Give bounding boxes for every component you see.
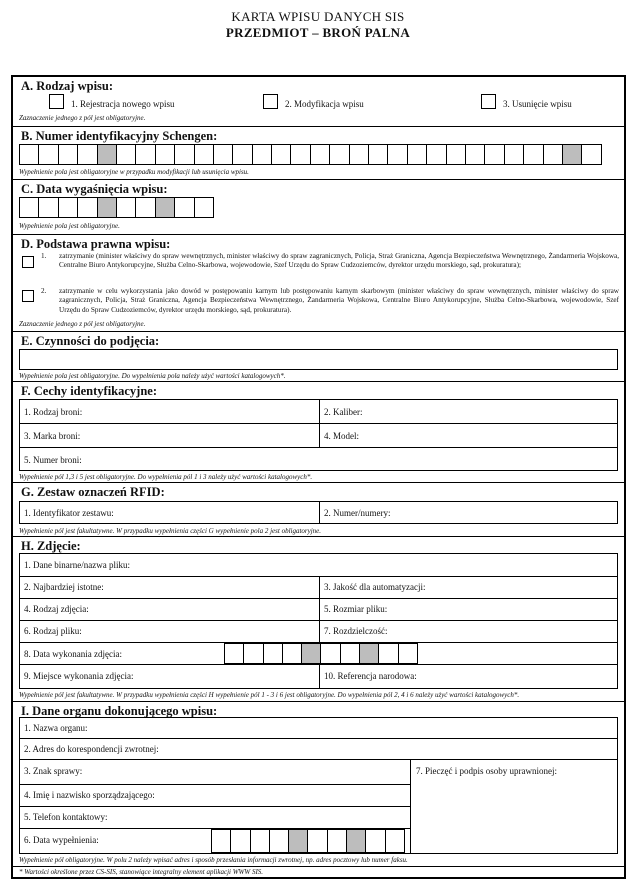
fill-date-cell[interactable]	[270, 829, 289, 853]
rfid-numbers-field[interactable]: 2. Numer/numery:	[324, 508, 391, 518]
expiry-date-cell[interactable]	[175, 197, 194, 218]
weapon-brand-field[interactable]: 3. Marka broni:	[24, 431, 81, 441]
section-d	[13, 235, 624, 332]
schengen-id-separator-cell	[563, 144, 582, 165]
return-address-field[interactable]: 2. Adres do korespondencji zwrotnej:	[24, 744, 159, 754]
footnote: * Wartości określone przez CS-SIS, stanowiące integralny element aplikacji WWW SIS.	[19, 868, 264, 876]
expiry-date-cell[interactable]	[78, 197, 97, 218]
section-e	[13, 332, 624, 382]
checkbox-legal-basis-1[interactable]	[22, 256, 34, 268]
section-f	[13, 382, 624, 483]
authority-name-field[interactable]: 1. Nazwa organu:	[24, 723, 88, 733]
schengen-id-cell[interactable]	[20, 144, 39, 165]
checkbox-legal-basis-2[interactable]	[22, 290, 34, 302]
file-type-field[interactable]: 6. Rodzaj pliku:	[24, 626, 82, 636]
label-modify-entry: 2. Modyfikacja wpisu	[285, 99, 364, 109]
legal-basis-2-text: zatrzymanie w celu wykorzystania jako dowód w postępowaniu karnym lub postępowaniu karnym skarbowym (minister właściwy do spraw wewnętrznych, minister właściwy do spraw zagranicznych, Policja, Straż Graniczna, Agencja Bezpieczeństwa Wewnętrznego, Żandarmeria Wojskowa, Centralne Biuro Antykorupcyjne, Służba Celno-Skarbowa, wojewodowie, Szef Urzędu do Spraw Cudzoziemców, dyrektor urzędu morskiego, sąd, prokuratura).	[59, 287, 619, 314]
preparer-name-field[interactable]: 4. Imię i nazwisko sporządzającego:	[24, 790, 155, 800]
schengen-id-cell[interactable]	[136, 144, 155, 165]
photo-date-cell[interactable]	[341, 643, 360, 664]
form-subtitle: PRZEDMIOT – BROŃ PALNA	[225, 25, 411, 40]
expiry-date-cell[interactable]	[117, 197, 136, 218]
expiry-date-cells[interactable]	[19, 197, 214, 218]
expiry-date-cell[interactable]	[39, 197, 58, 218]
schengen-id-cell[interactable]	[39, 144, 58, 165]
schengen-id-cell[interactable]	[582, 144, 601, 165]
fill-date-label: 6. Data wypełnienia:	[24, 835, 99, 845]
schengen-id-cell[interactable]	[214, 144, 233, 165]
schengen-id-cell[interactable]	[524, 144, 543, 165]
section-e-title: E. Czynności do podjęcia:	[21, 334, 160, 348]
schengen-id-cell[interactable]	[253, 144, 272, 165]
schengen-id-cell[interactable]	[330, 144, 349, 165]
section-b	[13, 127, 624, 180]
photo-date-cell[interactable]	[264, 643, 283, 664]
schengen-id-cell[interactable]	[233, 144, 252, 165]
schengen-id-cell[interactable]	[195, 144, 214, 165]
photo-date-separator-cell	[360, 643, 379, 664]
schengen-id-cell[interactable]	[505, 144, 524, 165]
photo-type-field[interactable]: 4. Rodzaj zdjęcia:	[24, 604, 89, 614]
binary-data-field[interactable]: 1. Dane binarne/nazwa pliku:	[24, 560, 130, 570]
checkbox-delete-entry[interactable]	[481, 94, 496, 109]
schengen-id-cell[interactable]	[485, 144, 504, 165]
schengen-id-cell[interactable]	[175, 144, 194, 165]
photo-date-cells[interactable]	[224, 643, 418, 664]
checkbox-modify-entry[interactable]	[263, 94, 278, 109]
label-delete-entry: 3. Usunięcie wpisu	[503, 99, 572, 109]
schengen-id-cell[interactable]	[447, 144, 466, 165]
model-field[interactable]: 4. Model:	[324, 431, 359, 441]
weapon-type-field[interactable]: 1. Rodzaj broni:	[24, 407, 83, 417]
expiry-date-cell[interactable]	[20, 197, 39, 218]
fill-date-cell[interactable]	[231, 829, 250, 853]
section-b-note: Wypełnienie pola jest obligatoryjne w przypadku modyfikacji lub usunięcia wpisu.	[19, 168, 249, 176]
section-a-note: Zaznaczenie jednego z pól jest obligatoryjne.	[19, 114, 146, 122]
label-new-entry: 1. Rejestracja nowego wpisu	[71, 99, 175, 109]
fill-date-cell[interactable]	[308, 829, 327, 853]
section-b-title: B. Numer identyfikacyjny Schengen:	[21, 129, 218, 143]
section-i	[13, 702, 624, 879]
fill-date-cell[interactable]	[366, 829, 385, 853]
national-reference-field[interactable]: 10. Referencja narodowa:	[324, 671, 417, 681]
fill-date-cell[interactable]	[386, 829, 405, 853]
fill-date-separator-cell	[289, 829, 308, 853]
photo-date-cell[interactable]	[379, 643, 398, 664]
photo-date-cell[interactable]	[321, 643, 340, 664]
section-i-title: I. Dane organu dokonującego wpisu:	[21, 704, 218, 718]
section-f-note: Wypełnienie pól 1,3 i 5 jest obligatoryjne. Do wypełnienia pól 1 i 3 należy użyć wartości katalogowych*.	[19, 473, 313, 481]
actions-field[interactable]	[19, 349, 618, 370]
schengen-id-cell[interactable]	[388, 144, 407, 165]
section-h-note: Wypełnienie pól jest fakultatywne. W przypadku wypełnienia części H wypełnienie pól 1 - 3 i 6 jest obligatoryjne. Do wypełnienia pól 2, 4 i 6 należy użyć wartości katalogowych*.	[19, 691, 520, 699]
photo-date-cell[interactable]	[225, 643, 244, 664]
rfid-set-identifier-field[interactable]: 1. Identyfikator zestawu:	[24, 508, 114, 518]
schengen-id-cell[interactable]	[350, 144, 369, 165]
photo-date-cell[interactable]	[283, 643, 302, 664]
photo-place-field[interactable]: 9. Miejsce wykonania zdjęcia:	[24, 671, 134, 681]
schengen-id-cell[interactable]	[408, 144, 427, 165]
legal-basis-1-text: zatrzymanie (minister właściwy do spraw wewnętrznych, minister właściwy do spraw zagranicznych, Policja, Straż Graniczna, Agencja Bezpieczeństwa Wewnętrznego, Żandarmeria Wojskowa, Centralne Biuro Antykorupcyjne, Służba Celno-Skarbowa, wojewodowie, Szef Urzędu do Spraw Cudzoziemców, dyrektor urzędu morskiego, sąd, prokuratura);	[59, 252, 619, 270]
photo-date-cell[interactable]	[399, 643, 418, 664]
fill-date-cells[interactable]	[211, 829, 405, 853]
expiry-date-cell[interactable]	[136, 197, 155, 218]
section-f-grid	[19, 399, 618, 471]
schengen-id-cell[interactable]	[272, 144, 291, 165]
weapon-number-field[interactable]: 5. Numer broni:	[24, 455, 82, 465]
file-size-field[interactable]: 5. Rozmiar pliku:	[324, 604, 388, 614]
most-important-field[interactable]: 2. Najbardziej istotne:	[24, 582, 104, 592]
schengen-id-cell[interactable]	[311, 144, 330, 165]
stamp-signature-field[interactable]: 7. Pieczęć i podpis osoby uprawnionej:	[416, 766, 557, 776]
expiry-date-cell[interactable]	[195, 197, 214, 218]
form-title: KARTA WPISU DANYCH SIS	[231, 9, 405, 24]
contact-phone-field[interactable]: 5. Telefon kontaktowy:	[24, 812, 108, 822]
section-g	[13, 483, 624, 537]
section-h-grid	[19, 553, 618, 689]
photo-date-label: 8. Data wykonania zdjęcia:	[24, 649, 122, 659]
schengen-id-separator-cell	[98, 144, 117, 165]
case-reference-field[interactable]: 3. Znak sprawy:	[24, 766, 83, 776]
expiry-date-cell[interactable]	[59, 197, 78, 218]
section-h	[13, 537, 624, 702]
automation-quality-field[interactable]: 3. Jakość dla automatyzacji:	[324, 582, 426, 592]
section-i-note: Wypełnienie pól obligatoryjne. W polu 2 należy wpisać adres i sposób przesłania informacji zwrotnej, np. adres pocztowy lub numer faksu.	[19, 856, 408, 864]
legal-basis-1-number: 1.	[41, 252, 47, 260]
fill-date-cell[interactable]	[251, 829, 270, 853]
resolution-field[interactable]: 7. Rozdzielczość:	[324, 626, 388, 636]
section-i-grid	[19, 717, 618, 854]
fill-date-cell[interactable]	[328, 829, 347, 853]
section-h-title: H. Zdjęcie:	[21, 539, 81, 553]
schengen-id-cell[interactable]	[544, 144, 563, 165]
schengen-id-cell[interactable]	[78, 144, 97, 165]
section-c-note: Wypełnienie pola jest obligatoryjne.	[19, 222, 120, 230]
section-g-note: Wypełnienie pól jest fakultatywne. W przypadku wypełnienia części G wypełnienie pola 2 jest obligatoryjne.	[19, 527, 322, 535]
schengen-id-cell[interactable]	[369, 144, 388, 165]
section-d-title: D. Podstawa prawna wpisu:	[21, 237, 171, 251]
checkbox-new-entry[interactable]	[49, 94, 64, 109]
section-g-title: G. Zestaw oznaczeń RFID:	[21, 485, 165, 499]
schengen-id-cells[interactable]	[19, 144, 602, 165]
schengen-id-cell[interactable]	[117, 144, 136, 165]
section-c	[13, 180, 624, 235]
section-c-title: C. Data wygaśnięcia wpisu:	[21, 182, 168, 196]
section-g-grid	[19, 501, 618, 524]
schengen-id-cell[interactable]	[291, 144, 310, 165]
fill-date-separator-cell	[347, 829, 366, 853]
photo-date-separator-cell	[302, 643, 321, 664]
fill-date-cell[interactable]	[212, 829, 231, 853]
schengen-id-cell[interactable]	[156, 144, 175, 165]
photo-date-cell[interactable]	[244, 643, 263, 664]
section-f-title: F. Cechy identyfikacyjne:	[21, 384, 157, 398]
expiry-date-separator-cell	[156, 197, 175, 218]
schengen-id-cell[interactable]	[466, 144, 485, 165]
schengen-id-cell[interactable]	[427, 144, 446, 165]
schengen-id-cell[interactable]	[59, 144, 78, 165]
section-a-title: A. Rodzaj wpisu:	[21, 79, 114, 93]
expiry-date-separator-cell	[98, 197, 117, 218]
section-a	[13, 77, 624, 127]
legal-basis-2-number: 2.	[41, 287, 47, 295]
sis-entry-form	[11, 75, 626, 879]
section-d-note: Zaznaczenie jednego z pól jest obligatoryjne.	[19, 320, 146, 328]
caliber-field[interactable]: 2. Kaliber:	[324, 407, 363, 417]
section-e-note: Wypełnienie pola jest obligatoryjne. Do wypełnienia pola należy użyć wartości katalogowych*.	[19, 372, 286, 380]
